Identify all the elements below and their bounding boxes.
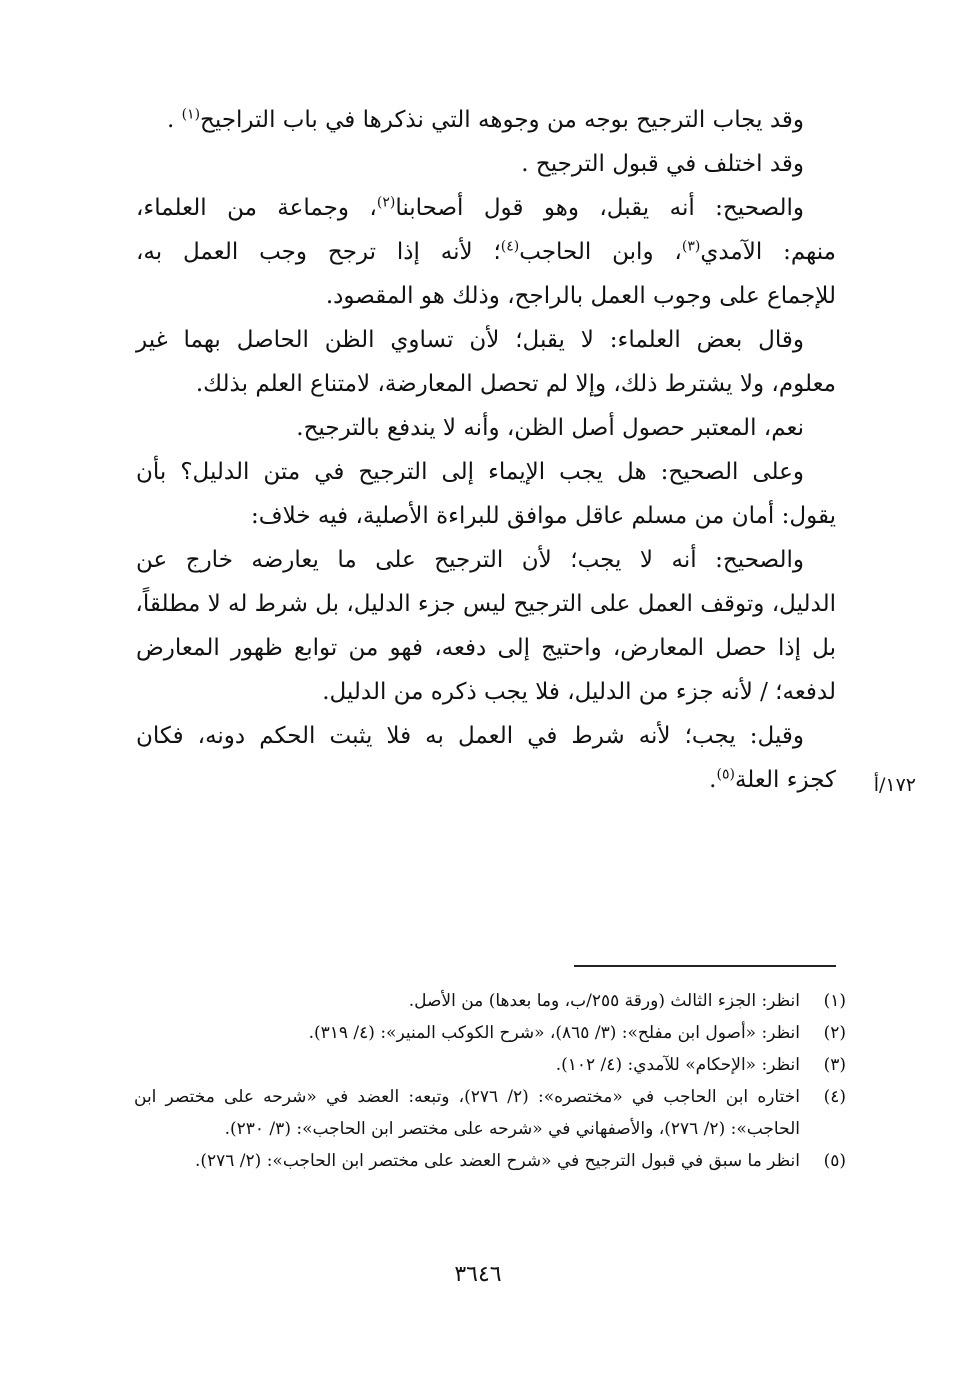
text-line-2: وقد اختلف في قبول الترجيح .	[521, 151, 804, 177]
text-line-16: كجزء العلة$^{(٥)}$.	[709, 766, 836, 793]
text-line-4: منهم: الآمدي$^{(٣)}$، وابن الحاجب$^{(٤)}$؛ لأنه إذا ترجح وجب العمل به،	[136, 238, 836, 265]
footnote-text: انظر: الجزء الثالث (ورقة ٢٥٥/ب، وما بعدها) من الأصل.	[408, 991, 800, 1011]
footnotes	[134, 985, 846, 1177]
text-line-6: وقال بعض العلماء: لا يقبل؛ لأن تساوي الظن الحاصل بهما غير	[136, 327, 804, 353]
footnote-ref-4: (٤)	[500, 238, 520, 255]
footnote-text: انظر: «أصول ابن مفلح»: (٣/ ٨٦٥)، «شرح الكوكب المنير»: (٤/ ٣١٩).	[308, 1023, 800, 1043]
text-line-11: والصحيح: أنه لا يجب؛ لأن الترجيح على ما يعارضه خارج عن	[136, 547, 804, 573]
text-line-14: لدفعه؛ / لأنه جزء من الدليل، فلا يجب ذكره من الدليل.	[322, 679, 836, 705]
main-text	[136, 98, 836, 802]
text-line-8: نعم، المعتبر حصول أصل الظن، وأنه لا يندفع بالترجيح.	[296, 415, 804, 441]
page-number: ٣٦٤٦	[454, 1262, 502, 1287]
footnote-number: (٥)	[823, 1151, 846, 1171]
footnote-number: (٢)	[823, 1023, 846, 1043]
footnote-ref-1: (١)	[181, 106, 201, 123]
text-line-3: والصحيح: أنه يقبل، وهو قول أصحابنا$^{(٢)}$، وجماعة من العلماء،	[136, 194, 804, 221]
footnote-ref-2: (٢)	[376, 194, 396, 211]
footnote-number: (١)	[823, 991, 846, 1011]
footnote-number: (٤)	[823, 1087, 846, 1107]
text-line-15: وقيل: يجب؛ لأنه شرط في العمل به فلا يثبت الحكم دونه، فكان	[136, 723, 804, 749]
text-line-12: الدليل، وتوقف العمل على الترجيح ليس جزء الدليل، بل شرط له لا مطلقاً،	[135, 591, 836, 617]
folio-margin-note: ١٧٢/أ	[873, 774, 916, 796]
text-line-7: معلوم، ولا يشترط ذلك، وإلا لم تحصل المعارضة، لامتناع العلم بذلك.	[195, 371, 836, 397]
footnote-divider	[574, 965, 836, 967]
footnote-number: (٣)	[823, 1055, 846, 1075]
text-line-9: وعلى الصحيح: هل يجب الإيماء إلى الترجيح في متن الدليل؟ بأن	[136, 459, 804, 485]
footnote-item	[134, 1017, 846, 1049]
footnote-ref-5: (٥)	[716, 766, 735, 783]
footnote-text: انظر: «الإحكام» للآمدي: (٤/ ١٠٢).	[555, 1055, 800, 1075]
footnote-item	[134, 1145, 846, 1177]
footnote-text: انظر ما سبق في قبول الترجيح في «شرح العضد على مختصر ابن الحاجب»: (٢/ ٢٧٦).	[194, 1151, 800, 1171]
text-line-13: بل إذا حصل المعارض، واحتيج إلى دفعه، فهو من توابع ظهور المعارض	[136, 635, 836, 661]
text-line-1: وقد يجاب الترجيح بوجه من وجوهه التي نذكرها في باب التراجيح$^{(١)}$ .	[166, 106, 804, 133]
footnote-item	[134, 1081, 846, 1145]
footnote-ref-3: (٣)	[681, 238, 701, 255]
footnote-item	[134, 985, 846, 1017]
text-line-10: يقول: أمان من مسلم عاقل موافق للبراءة الأصلية، فيه خلاف:	[251, 503, 836, 529]
text-line-5: للإجماع على وجوب العمل بالراجح، وذلك هو المقصود.	[325, 283, 836, 309]
footnote-text: اختاره ابن الحاجب في «مختصره»: (٢/ ٢٧٦)، وتبعه: العضد في «شرحه على مختصر ابن الحاجب»: (٢/ ٢٧٦)، والأصفهاني في «شرحه على مختصر ابن الحاجب»: (٣/ ٢٣٠).	[134, 1087, 800, 1139]
footnote-item	[134, 1049, 846, 1081]
